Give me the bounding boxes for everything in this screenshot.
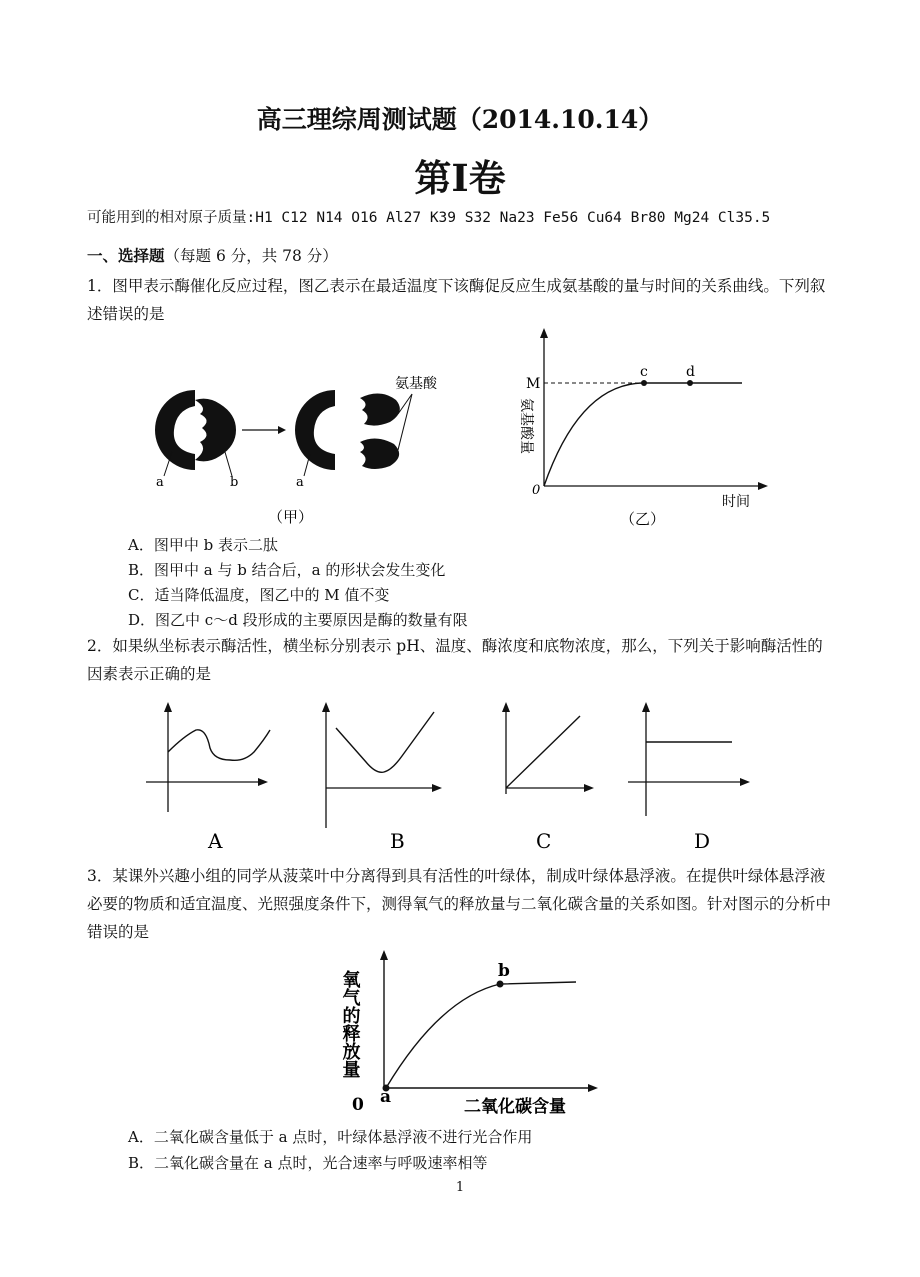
graph-d	[628, 702, 750, 853]
q2-graphs	[140, 700, 780, 860]
x-axis-label: 时间	[722, 494, 750, 510]
label-m: M	[526, 376, 541, 392]
label-d: d	[686, 364, 695, 380]
label-b: b	[230, 475, 239, 490]
graph-a-label: A	[208, 829, 223, 853]
caption-yi: （乙）	[620, 510, 666, 528]
figure-jia	[150, 370, 470, 530]
q3-graph	[330, 946, 610, 1120]
graph-b	[322, 702, 442, 853]
figure-yi	[500, 326, 780, 530]
label-a-right: a	[296, 475, 304, 490]
arrow-icon	[278, 426, 286, 434]
substrate-shape	[195, 399, 236, 462]
label-amino-acid: 氨基酸	[395, 376, 437, 392]
x-axis-label-q3: 二氧化碳含量	[464, 1097, 566, 1117]
curve-oxygen	[386, 982, 576, 1088]
origin-label: 0	[532, 483, 541, 498]
question-3-stem: 3．某课外兴趣小组的同学从菠菜叶中分离得到具有活性的叶绿体，制成叶绿体悬浮液。在提供叶绿体悬浮液必要的物质和适宜温度、光照强度条件下，测得氧气的释放量与二氧化碳含量的关系如图。针对图示的分析中错误的是	[87, 867, 832, 941]
y-axis-label-q3: 氧气的释放量	[339, 970, 361, 1078]
caption-jia: （甲）	[268, 508, 314, 526]
q1-option-c: C．适当降低温度，图乙中的 M 值不变	[128, 586, 390, 604]
atomic-masses: 可能用到的相对原子质量:H1 C12 N14 O16 Al27 K39 S32 Na23 Fe56 Cu64 Br80 Mg24 Cl35.5	[87, 210, 771, 226]
q1-option-b: B．图甲中 a 与 b 结合后，a 的形状会发生变化	[128, 561, 446, 579]
q3-option-b: B．二氧化碳含量在 a 点时，光合速率与呼吸速率相等	[128, 1154, 488, 1172]
enzyme-shape-right	[295, 390, 335, 470]
q1-option-d: D．图乙中 c～d 段形成的主要原因是酶的数量有限	[128, 611, 468, 629]
graph-d-label: D	[694, 829, 711, 853]
origin-label-q3: 0	[352, 1095, 364, 1115]
section-title: 一、选择题	[87, 247, 165, 265]
point-b	[497, 981, 504, 988]
q3-option-a: A．二氧化碳含量低于 a 点时，叶绿体悬浮液不进行光合作用	[128, 1128, 533, 1146]
volume-title: 第Ⅰ卷	[414, 156, 506, 200]
question-2-stem: 2．如果纵坐标表示酶活性，横坐标分别表示 pH、温度、酶浓度和底物浓度，那么，下列关于影响酶活性的因素表示正确的是	[87, 637, 823, 683]
graph-c	[502, 702, 594, 853]
section-note: （每题 6 分，共 78 分）	[164, 247, 338, 265]
section-heading	[87, 244, 338, 266]
graph-a	[146, 702, 270, 853]
product-shape-1	[360, 393, 400, 425]
curve-amino-acid	[544, 383, 742, 486]
graph-b-label: B	[390, 829, 405, 853]
exam-title: 高三理综周测试题（2014.10.14）	[256, 105, 664, 134]
label-c: c	[640, 364, 648, 380]
label-a-left: a	[156, 475, 164, 490]
graph-c-label: C	[536, 829, 552, 853]
point-d	[687, 380, 693, 386]
y-axis-label: 氨基酸量	[518, 398, 534, 454]
label-b-point: b	[498, 961, 510, 981]
q1-option-a: A．图甲中 b 表示二肽	[128, 536, 278, 554]
point-c	[641, 380, 647, 386]
label-a-point: a	[380, 1087, 392, 1107]
page-number: 1	[455, 1180, 465, 1195]
product-shape-2	[360, 438, 399, 469]
question-1-stem: 1．图甲表示酶催化反应过程，图乙表示在最适温度下该酶促反应生成氨基酸的量与时间的关系曲线。下列叙述错误的是	[87, 277, 826, 323]
